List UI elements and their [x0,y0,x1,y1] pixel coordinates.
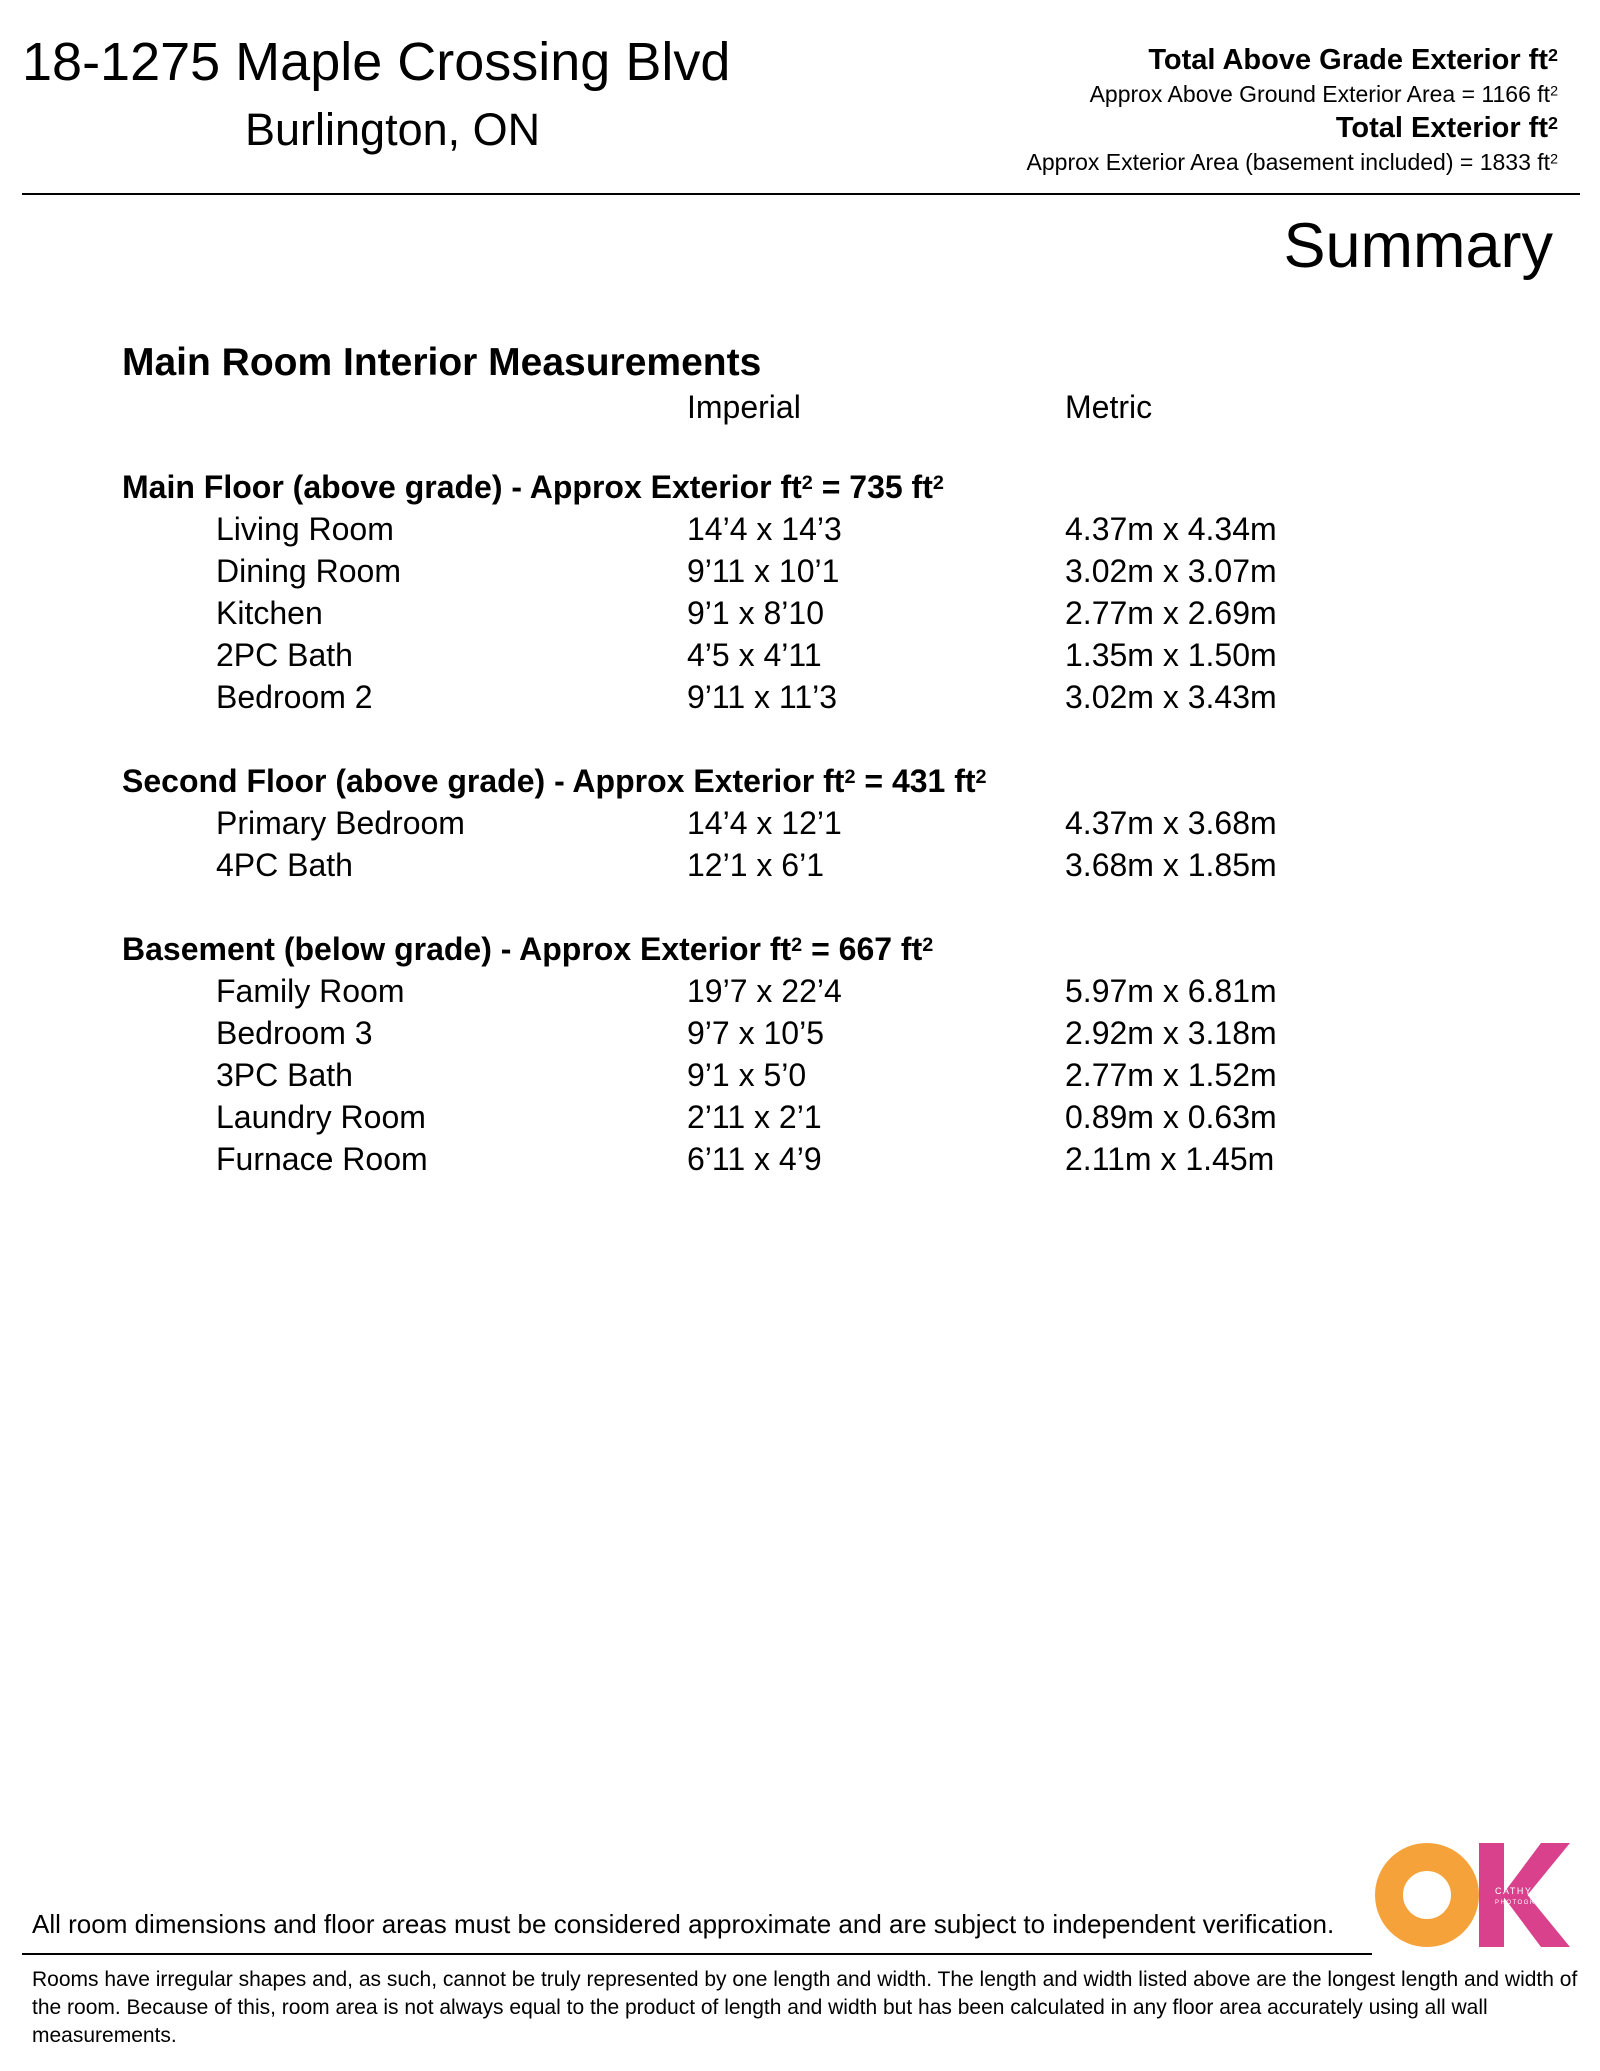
address-line-2: Burlington, ON [245,104,541,155]
room-metric-dimensions: 2.77m x 1.52m [1065,1057,1277,1093]
spacer [122,886,1422,928]
disclaimer: All room dimensions and floor areas must be considered approximate and are subject to independent verification. [32,1909,1335,1939]
room-name: 4PC Bath [216,847,353,883]
room-imperial-dimensions: 6’11 x 4’9 [687,1141,822,1177]
spacer [122,718,1422,760]
room-row [122,1012,1422,1054]
room-imperial-dimensions: 14’4 x 12’1 [687,805,842,841]
floor-heading: Second Floor (above grade) - Approx Exterior $ft^2 = 431$ $ft^2$ [122,763,987,799]
room-metric-dimensions: 4.37m x 3.68m [1065,805,1277,841]
room-imperial-dimensions: 9’1 x 5’0 [687,1057,807,1093]
total-exterior-value: Approx Exterior Area (basement included) = 1833 $ft^2$ [1026,149,1558,175]
room-measurements-table [122,466,1422,1180]
room-metric-dimensions: 1.35m x 1.50m [1065,637,1277,673]
room-name: Bedroom 3 [216,1015,373,1051]
address-line-1: 18-1275 Maple Crossing Blvd [22,32,731,92]
total-above-grade-value: Approx Above Ground Exterior Area = 1166 $ft^2$ [1089,81,1558,107]
room-row [122,1138,1422,1180]
room-row [122,1054,1422,1096]
room-row [122,592,1422,634]
room-imperial-dimensions: 9’1 x 8’10 [687,595,824,631]
room-row [122,844,1422,886]
room-row [122,802,1422,844]
room-imperial-dimensions: 9’11 x 10’1 [687,553,840,589]
company-logo [1375,1842,1570,1948]
room-name: Furnace Room [216,1141,428,1177]
room-row [122,970,1422,1012]
section-title: Main Room Interior Measurements [122,341,762,384]
room-metric-dimensions: 5.97m x 6.81m [1065,973,1277,1009]
total-above-grade-label: Total Above Grade Exterior $ft^2$ [1148,44,1558,76]
room-name: 3PC Bath [216,1057,353,1093]
room-name: Dining Room [216,553,401,589]
column-header-imperial: Imperial [687,389,801,425]
room-name: Living Room [216,511,394,547]
room-metric-dimensions: 2.92m x 3.18m [1065,1015,1277,1051]
logo-brand-subtext: PHOTOGRAPHY [1495,1900,1559,1906]
total-exterior-label: Total Exterior $ft^2$ [1335,112,1558,144]
room-row [122,508,1422,550]
logo-brand-text: CATHY KOOP [1495,1886,1569,1896]
room-metric-dimensions: 2.11m x 1.45m [1065,1141,1275,1177]
footer-divider [22,1953,1372,1955]
room-name: Primary Bedroom [216,805,465,841]
fine-print: Rooms have irregular shapes and, as such, cannot be truly represented by one length and width. The length and width listed above are the longest length and width of the room. Because of this, room area is not always equal to the product of length and width but has been calculated in any floor area accurately using all wall measurements. [32,1968,1578,2047]
room-metric-dimensions: 4.37m x 4.34m [1065,511,1277,547]
room-imperial-dimensions: 9’7 x 10’5 [687,1015,824,1051]
room-row [122,550,1422,592]
room-name: Bedroom 2 [216,679,373,715]
area-totals [1027,43,1558,179]
room-row [122,676,1422,718]
room-imperial-dimensions: 19’7 x 22’4 [687,973,842,1009]
room-imperial-dimensions: 2’11 x 2’1 [687,1099,822,1135]
column-header-metric: Metric [1065,389,1153,425]
room-metric-dimensions: 0.89m x 0.63m [1065,1099,1277,1135]
room-metric-dimensions: 3.68m x 1.85m [1065,847,1277,883]
room-row [122,634,1422,676]
room-metric-dimensions: 3.02m x 3.07m [1065,553,1277,589]
floor-heading: Basement (below grade) - Approx Exterior $ft^2 = 667$ $ft^2$ [122,931,934,967]
room-metric-dimensions: 3.02m x 3.43m [1065,679,1277,715]
room-imperial-dimensions: 12’1 x 6’1 [687,847,824,883]
room-name: Family Room [216,973,405,1009]
room-name: 2PC Bath [216,637,353,673]
header-divider [22,193,1580,195]
logo-letter-o [1389,1857,1465,1933]
floor-heading: Main Floor (above grade) - Approx Exterior $ft^2 = 735$ $ft^2$ [122,469,944,505]
page-title: Summary [1283,211,1553,281]
room-name: Laundry Room [216,1099,426,1135]
room-imperial-dimensions: 4’5 x 4’11 [687,637,822,673]
room-imperial-dimensions: 14’4 x 14’3 [687,511,842,547]
room-row [122,1096,1422,1138]
room-name: Kitchen [216,595,323,631]
room-imperial-dimensions: 9’11 x 11’3 [687,679,838,715]
room-metric-dimensions: 2.77m x 2.69m [1065,595,1277,631]
